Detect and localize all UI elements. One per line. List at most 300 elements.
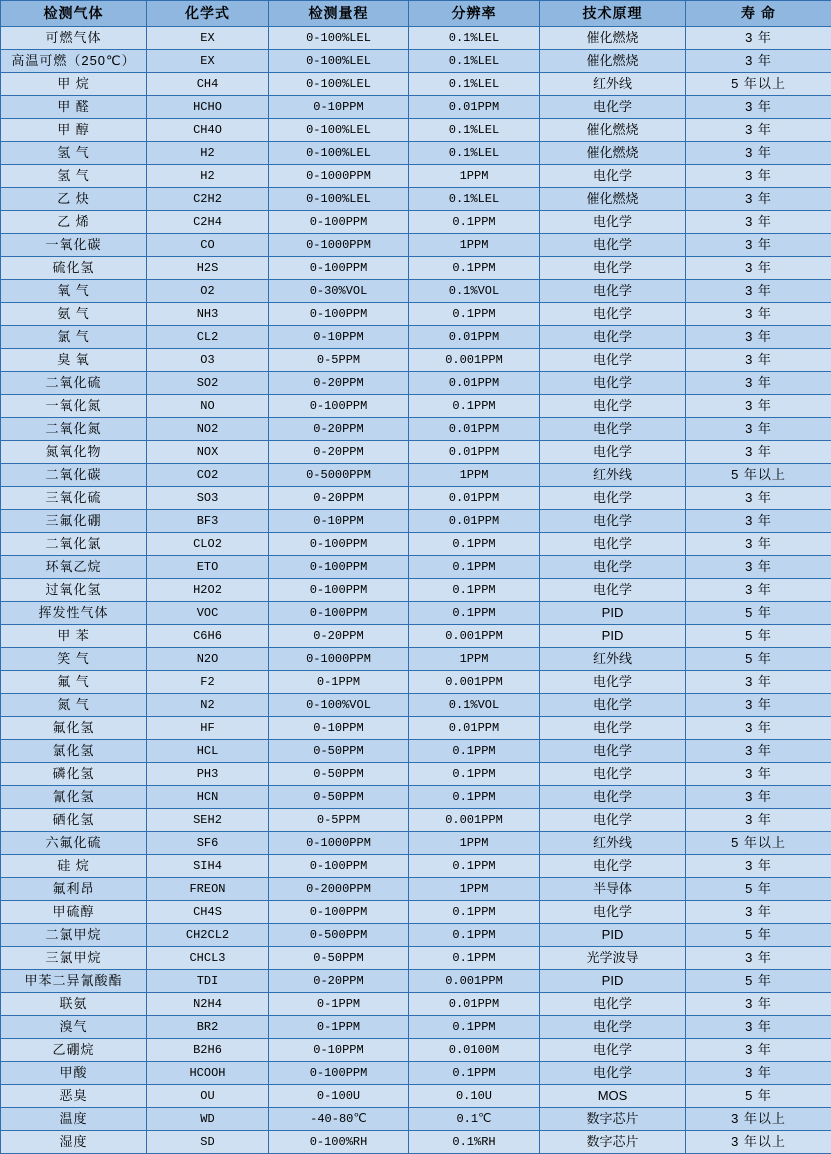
cell-range: 0-100%LEL — [269, 73, 409, 96]
table-row — [1, 188, 831, 211]
cell-resolution: 0.1PPM — [409, 947, 540, 970]
table-body — [1, 27, 831, 1154]
cell-range: 0-100%LEL — [269, 50, 409, 73]
cell-resolution: 0.0100M — [409, 1039, 540, 1062]
cell-formula: SF6 — [147, 832, 269, 855]
cell-gas: 恶臭 — [1, 1085, 147, 1108]
cell-gas: 磷化氢 — [1, 763, 147, 786]
cell-resolution: 0.1PPM — [409, 395, 540, 418]
cell-principle: 电化学 — [540, 326, 686, 349]
cell-gas: 氮 气 — [1, 694, 147, 717]
cell-gas: 湿度 — [1, 1131, 147, 1154]
cell-formula: EX — [147, 27, 269, 50]
cell-resolution: 0.1PPM — [409, 579, 540, 602]
cell-resolution: 0.01PPM — [409, 418, 540, 441]
table-row — [1, 947, 831, 970]
cell-lifetime: 3 年 — [686, 763, 831, 786]
cell-range: 0-2000PPM — [269, 878, 409, 901]
table-row — [1, 924, 831, 947]
cell-formula: C6H6 — [147, 625, 269, 648]
cell-principle: 电化学 — [540, 96, 686, 119]
cell-resolution: 0.1PPM — [409, 1062, 540, 1085]
cell-lifetime: 3 年 — [686, 533, 831, 556]
cell-lifetime: 3 年 — [686, 809, 831, 832]
cell-principle: 催化燃烧 — [540, 188, 686, 211]
cell-formula: N2 — [147, 694, 269, 717]
table-row — [1, 96, 831, 119]
cell-principle: 电化学 — [540, 257, 686, 280]
cell-gas: 氟 气 — [1, 671, 147, 694]
table-row — [1, 878, 831, 901]
table-row — [1, 1131, 831, 1154]
cell-range: 0-20PPM — [269, 970, 409, 993]
cell-range: 0-1000PPM — [269, 648, 409, 671]
cell-principle: 电化学 — [540, 993, 686, 1016]
cell-resolution: 0.01PPM — [409, 441, 540, 464]
cell-formula: SO3 — [147, 487, 269, 510]
cell-gas: 六氟化硫 — [1, 832, 147, 855]
cell-gas: 甲硫醇 — [1, 901, 147, 924]
cell-gas: 氰化氢 — [1, 786, 147, 809]
cell-principle: 电化学 — [540, 809, 686, 832]
cell-resolution: 0.1PPM — [409, 602, 540, 625]
cell-resolution: 0.1PPM — [409, 533, 540, 556]
cell-principle: 红外线 — [540, 832, 686, 855]
cell-lifetime: 3 年 — [686, 993, 831, 1016]
cell-gas: 氟化氢 — [1, 717, 147, 740]
cell-lifetime: 5 年以上 — [686, 73, 831, 96]
cell-lifetime: 3 年 — [686, 418, 831, 441]
cell-resolution: 0.1%LEL — [409, 73, 540, 96]
cell-resolution: 1PPM — [409, 878, 540, 901]
cell-principle: 电化学 — [540, 441, 686, 464]
cell-principle: 电化学 — [540, 694, 686, 717]
cell-resolution: 0.1PPM — [409, 257, 540, 280]
cell-gas: 氯化氢 — [1, 740, 147, 763]
cell-formula: NO2 — [147, 418, 269, 441]
cell-resolution: 0.1PPM — [409, 1016, 540, 1039]
cell-gas: 甲 苯 — [1, 625, 147, 648]
cell-principle: 半导体 — [540, 878, 686, 901]
cell-formula: VOC — [147, 602, 269, 625]
table-row — [1, 418, 831, 441]
cell-formula: HCHO — [147, 96, 269, 119]
cell-resolution: 0.1PPM — [409, 786, 540, 809]
cell-range: 0-10PPM — [269, 96, 409, 119]
table-row — [1, 510, 831, 533]
cell-lifetime: 3 年 — [686, 119, 831, 142]
table-row — [1, 280, 831, 303]
cell-range: 0-5PPM — [269, 349, 409, 372]
cell-resolution: 1PPM — [409, 648, 540, 671]
cell-resolution: 0.1%LEL — [409, 119, 540, 142]
cell-gas: 臭 氧 — [1, 349, 147, 372]
cell-range: 0-50PPM — [269, 740, 409, 763]
cell-principle: 电化学 — [540, 349, 686, 372]
cell-principle: PID — [540, 924, 686, 947]
cell-gas: 甲苯二异氰酸酯 — [1, 970, 147, 993]
column-header-lifetime: 寿 命 — [686, 1, 831, 27]
cell-resolution: 0.1℃ — [409, 1108, 540, 1131]
cell-gas: 硒化氢 — [1, 809, 147, 832]
cell-lifetime: 3 年 — [686, 786, 831, 809]
cell-principle: 催化燃烧 — [540, 27, 686, 50]
cell-gas: 氟利昂 — [1, 878, 147, 901]
cell-resolution: 0.1%LEL — [409, 50, 540, 73]
cell-gas: 联氨 — [1, 993, 147, 1016]
table-row — [1, 625, 831, 648]
cell-range: 0-100PPM — [269, 901, 409, 924]
cell-principle: MOS — [540, 1085, 686, 1108]
cell-principle: 数字芯片 — [540, 1108, 686, 1131]
cell-formula: F2 — [147, 671, 269, 694]
table-row — [1, 1062, 831, 1085]
cell-formula: O2 — [147, 280, 269, 303]
cell-principle: 电化学 — [540, 372, 686, 395]
cell-resolution: 0.1PPM — [409, 211, 540, 234]
cell-gas: 氯 气 — [1, 326, 147, 349]
table-header-row — [1, 1, 831, 27]
cell-range: 0-100PPM — [269, 556, 409, 579]
cell-lifetime: 3 年以上 — [686, 1108, 831, 1131]
table-row — [1, 27, 831, 50]
cell-principle: 电化学 — [540, 165, 686, 188]
table-row — [1, 50, 831, 73]
cell-principle: 催化燃烧 — [540, 142, 686, 165]
cell-formula: CH4O — [147, 119, 269, 142]
table-row — [1, 464, 831, 487]
cell-lifetime: 5 年 — [686, 648, 831, 671]
cell-lifetime: 3 年 — [686, 510, 831, 533]
cell-range: 0-10PPM — [269, 717, 409, 740]
table-row — [1, 165, 831, 188]
cell-principle: 电化学 — [540, 418, 686, 441]
cell-gas: 硅 烷 — [1, 855, 147, 878]
cell-formula: FREON — [147, 878, 269, 901]
cell-lifetime: 5 年 — [686, 970, 831, 993]
cell-lifetime: 3 年 — [686, 947, 831, 970]
table-row — [1, 901, 831, 924]
cell-range: 0-100PPM — [269, 303, 409, 326]
cell-principle: 电化学 — [540, 280, 686, 303]
cell-principle: 电化学 — [540, 395, 686, 418]
cell-range: -40-80℃ — [269, 1108, 409, 1131]
cell-principle: 光学波导 — [540, 947, 686, 970]
cell-principle: PID — [540, 625, 686, 648]
cell-resolution: 0.1PPM — [409, 303, 540, 326]
column-header-resolution: 分辨率 — [409, 1, 540, 27]
cell-range: 0-1PPM — [269, 671, 409, 694]
cell-range: 0-10PPM — [269, 510, 409, 533]
cell-lifetime: 5 年以上 — [686, 832, 831, 855]
cell-gas: 氢 气 — [1, 142, 147, 165]
cell-gas: 乙 炔 — [1, 188, 147, 211]
table-row — [1, 234, 831, 257]
cell-resolution: 0.1PPM — [409, 901, 540, 924]
cell-gas: 二氧化碳 — [1, 464, 147, 487]
cell-resolution: 0.1%LEL — [409, 188, 540, 211]
cell-principle: 电化学 — [540, 211, 686, 234]
cell-principle: 催化燃烧 — [540, 50, 686, 73]
cell-formula: NOX — [147, 441, 269, 464]
cell-formula: CO2 — [147, 464, 269, 487]
cell-formula: HCN — [147, 786, 269, 809]
table-row — [1, 211, 831, 234]
cell-lifetime: 3 年 — [686, 372, 831, 395]
cell-lifetime: 3 年 — [686, 234, 831, 257]
cell-lifetime: 5 年以上 — [686, 464, 831, 487]
cell-range: 0-1PPM — [269, 993, 409, 1016]
table-row — [1, 349, 831, 372]
cell-lifetime: 3 年 — [686, 395, 831, 418]
cell-gas: 氨 气 — [1, 303, 147, 326]
cell-formula: H2O2 — [147, 579, 269, 602]
cell-gas: 乙硼烷 — [1, 1039, 147, 1062]
cell-principle: 电化学 — [540, 234, 686, 257]
table-row — [1, 1016, 831, 1039]
cell-resolution: 1PPM — [409, 832, 540, 855]
cell-formula: CHCL3 — [147, 947, 269, 970]
table-row — [1, 671, 831, 694]
cell-formula: CL2 — [147, 326, 269, 349]
cell-lifetime: 3 年 — [686, 1062, 831, 1085]
cell-lifetime: 5 年 — [686, 625, 831, 648]
cell-lifetime: 3 年 — [686, 441, 831, 464]
table-row — [1, 1108, 831, 1131]
cell-formula: WD — [147, 1108, 269, 1131]
cell-range: 0-1000PPM — [269, 234, 409, 257]
cell-range: 0-100PPM — [269, 395, 409, 418]
cell-resolution: 0.1PPM — [409, 855, 540, 878]
cell-gas: 过氧化氢 — [1, 579, 147, 602]
cell-resolution: 0.1%LEL — [409, 27, 540, 50]
cell-range: 0-20PPM — [269, 418, 409, 441]
cell-formula: O3 — [147, 349, 269, 372]
table-row — [1, 717, 831, 740]
cell-lifetime: 3 年 — [686, 326, 831, 349]
cell-lifetime: 3 年 — [686, 257, 831, 280]
cell-resolution: 0.01PPM — [409, 993, 540, 1016]
cell-gas: 溴气 — [1, 1016, 147, 1039]
cell-formula: N2O — [147, 648, 269, 671]
cell-lifetime: 3 年 — [686, 694, 831, 717]
cell-formula: PH3 — [147, 763, 269, 786]
cell-gas: 二氧化氮 — [1, 418, 147, 441]
cell-range: 0-100PPM — [269, 1062, 409, 1085]
table-row — [1, 257, 831, 280]
cell-formula: CH4 — [147, 73, 269, 96]
cell-resolution: 0.1%VOL — [409, 694, 540, 717]
cell-gas: 甲 醛 — [1, 96, 147, 119]
cell-formula: SEH2 — [147, 809, 269, 832]
cell-resolution: 0.01PPM — [409, 717, 540, 740]
cell-gas: 硫化氢 — [1, 257, 147, 280]
cell-resolution: 0.001PPM — [409, 809, 540, 832]
table-row — [1, 303, 831, 326]
cell-range: 0-100PPM — [269, 855, 409, 878]
cell-resolution: 0.001PPM — [409, 349, 540, 372]
table-row — [1, 855, 831, 878]
cell-gas: 环氧乙烷 — [1, 556, 147, 579]
cell-formula: CO — [147, 234, 269, 257]
cell-lifetime: 3 年 — [686, 1039, 831, 1062]
cell-resolution: 1PPM — [409, 234, 540, 257]
table-row — [1, 533, 831, 556]
cell-lifetime: 3 年 — [686, 303, 831, 326]
cell-formula: CH4S — [147, 901, 269, 924]
cell-formula: H2 — [147, 165, 269, 188]
cell-principle: 红外线 — [540, 648, 686, 671]
cell-lifetime: 3 年 — [686, 1016, 831, 1039]
cell-formula: H2 — [147, 142, 269, 165]
cell-range: 0-50PPM — [269, 786, 409, 809]
cell-formula: SO2 — [147, 372, 269, 395]
table-row — [1, 1085, 831, 1108]
cell-resolution: 0.1PPM — [409, 924, 540, 947]
cell-lifetime: 3 年以上 — [686, 1131, 831, 1154]
cell-lifetime: 5 年 — [686, 924, 831, 947]
cell-formula: ETO — [147, 556, 269, 579]
table-row — [1, 694, 831, 717]
table-row — [1, 1039, 831, 1062]
cell-gas: 二氯甲烷 — [1, 924, 147, 947]
cell-principle: PID — [540, 970, 686, 993]
table-row — [1, 970, 831, 993]
cell-gas: 高温可燃（250℃） — [1, 50, 147, 73]
cell-principle: 电化学 — [540, 717, 686, 740]
cell-resolution: 0.1%VOL — [409, 280, 540, 303]
cell-principle: 电化学 — [540, 671, 686, 694]
cell-range: 0-100PPM — [269, 533, 409, 556]
cell-lifetime: 3 年 — [686, 901, 831, 924]
column-header-formula: 化学式 — [147, 1, 269, 27]
cell-range: 0-100%LEL — [269, 27, 409, 50]
cell-resolution: 0.1PPM — [409, 763, 540, 786]
cell-resolution: 0.01PPM — [409, 510, 540, 533]
cell-resolution: 0.01PPM — [409, 326, 540, 349]
cell-range: 0-100%LEL — [269, 188, 409, 211]
cell-resolution: 0.01PPM — [409, 487, 540, 510]
cell-lifetime: 3 年 — [686, 188, 831, 211]
cell-lifetime: 5 年 — [686, 602, 831, 625]
cell-formula: NH3 — [147, 303, 269, 326]
table-row — [1, 602, 831, 625]
cell-resolution: 0.10U — [409, 1085, 540, 1108]
cell-range: 0-1000PPM — [269, 165, 409, 188]
cell-lifetime: 3 年 — [686, 855, 831, 878]
cell-range: 0-5PPM — [269, 809, 409, 832]
cell-lifetime: 3 年 — [686, 740, 831, 763]
cell-lifetime: 3 年 — [686, 280, 831, 303]
cell-range: 0-20PPM — [269, 372, 409, 395]
table-row — [1, 487, 831, 510]
cell-range: 0-100U — [269, 1085, 409, 1108]
cell-gas: 甲酸 — [1, 1062, 147, 1085]
cell-lifetime: 3 年 — [686, 487, 831, 510]
cell-formula: CH2CL2 — [147, 924, 269, 947]
cell-formula: OU — [147, 1085, 269, 1108]
table-row — [1, 142, 831, 165]
cell-gas: 三氯甲烷 — [1, 947, 147, 970]
cell-range: 0-100%LEL — [269, 142, 409, 165]
cell-principle: 电化学 — [540, 1016, 686, 1039]
cell-formula: C2H2 — [147, 188, 269, 211]
cell-formula: HCOOH — [147, 1062, 269, 1085]
cell-formula: HCL — [147, 740, 269, 763]
cell-resolution: 0.1%RH — [409, 1131, 540, 1154]
cell-resolution: 0.01PPM — [409, 372, 540, 395]
table-row — [1, 809, 831, 832]
cell-lifetime: 3 年 — [686, 556, 831, 579]
cell-lifetime: 3 年 — [686, 96, 831, 119]
cell-gas: 甲 醇 — [1, 119, 147, 142]
cell-range: 0-5000PPM — [269, 464, 409, 487]
cell-range: 0-20PPM — [269, 487, 409, 510]
cell-gas: 氢 气 — [1, 165, 147, 188]
cell-gas: 甲 烷 — [1, 73, 147, 96]
cell-resolution: 0.001PPM — [409, 625, 540, 648]
cell-range: 0-10PPM — [269, 326, 409, 349]
cell-range: 0-20PPM — [269, 441, 409, 464]
cell-formula: CLO2 — [147, 533, 269, 556]
cell-formula: BF3 — [147, 510, 269, 533]
cell-principle: 电化学 — [540, 740, 686, 763]
cell-range: 0-10PPM — [269, 1039, 409, 1062]
cell-formula: B2H6 — [147, 1039, 269, 1062]
cell-gas: 氧 气 — [1, 280, 147, 303]
cell-range: 0-100%LEL — [269, 119, 409, 142]
table-row — [1, 556, 831, 579]
cell-resolution: 0.01PPM — [409, 96, 540, 119]
table-row — [1, 73, 831, 96]
cell-range: 0-100PPM — [269, 602, 409, 625]
cell-principle: 电化学 — [540, 533, 686, 556]
cell-lifetime: 3 年 — [686, 142, 831, 165]
cell-formula: SD — [147, 1131, 269, 1154]
cell-lifetime: 3 年 — [686, 579, 831, 602]
cell-principle: 红外线 — [540, 464, 686, 487]
cell-range: 0-1000PPM — [269, 832, 409, 855]
cell-lifetime: 3 年 — [686, 211, 831, 234]
cell-formula: H2S — [147, 257, 269, 280]
cell-range: 0-100PPM — [269, 257, 409, 280]
cell-range: 0-500PPM — [269, 924, 409, 947]
cell-lifetime: 3 年 — [686, 717, 831, 740]
cell-gas: 三氟化硼 — [1, 510, 147, 533]
cell-gas: 一氧化氮 — [1, 395, 147, 418]
cell-principle: 电化学 — [540, 1062, 686, 1085]
cell-lifetime: 5 年 — [686, 1085, 831, 1108]
table-header — [1, 1, 831, 27]
table-row — [1, 993, 831, 1016]
cell-lifetime: 3 年 — [686, 27, 831, 50]
cell-gas: 挥发性气体 — [1, 602, 147, 625]
cell-formula: C2H4 — [147, 211, 269, 234]
cell-range: 0-100%VOL — [269, 694, 409, 717]
cell-range: 0-50PPM — [269, 763, 409, 786]
cell-gas: 一氧化碳 — [1, 234, 147, 257]
column-header-gas: 检测气体 — [1, 1, 147, 27]
table-row — [1, 372, 831, 395]
cell-formula: TDI — [147, 970, 269, 993]
cell-lifetime: 5 年 — [686, 878, 831, 901]
cell-principle: 电化学 — [540, 303, 686, 326]
cell-resolution: 0.1PPM — [409, 740, 540, 763]
cell-principle: PID — [540, 602, 686, 625]
cell-lifetime: 3 年 — [686, 671, 831, 694]
cell-principle: 电化学 — [540, 579, 686, 602]
cell-lifetime: 3 年 — [686, 165, 831, 188]
